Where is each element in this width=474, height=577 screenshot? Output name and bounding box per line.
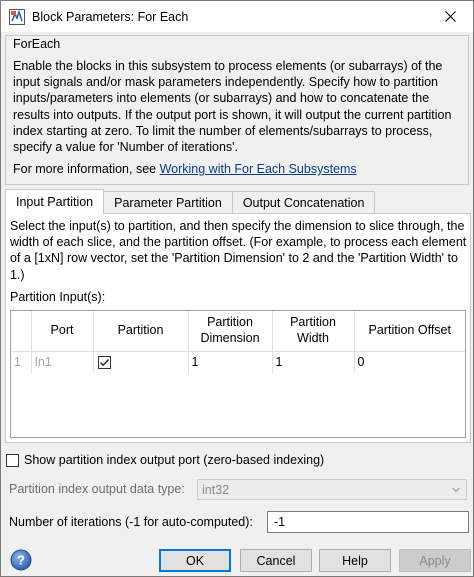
show-port-label: Show partition index output port (zero-based indexing)	[24, 453, 325, 467]
column-header-port: Port	[31, 311, 93, 351]
description-legend: ForEach	[13, 37, 61, 51]
iterations-label: Number of iterations (-1 for auto-computed):	[9, 515, 253, 529]
row-index: 1	[11, 351, 31, 373]
show-port-checkbox[interactable]	[6, 454, 19, 467]
row-partition-width[interactable]: 1	[272, 351, 354, 373]
table-header-row	[11, 311, 465, 351]
column-header-partition-offset: Partition Offset	[354, 311, 465, 351]
svg-text:?: ?	[17, 552, 25, 568]
tab-bar	[5, 191, 374, 214]
more-info-prefix: For more information, see	[13, 162, 160, 176]
tab-parameter-partition[interactable]: Parameter Partition	[103, 191, 233, 214]
description-group	[5, 35, 469, 185]
row-partition-cell	[93, 351, 188, 373]
ok-button[interactable]: OK	[159, 549, 231, 572]
column-header-partition-dimension: Partition Dimension	[188, 311, 272, 351]
tab-output-concatenation[interactable]: Output Concatenation	[232, 191, 376, 214]
data-type-value: int32	[202, 482, 230, 497]
partition-inputs-label: Partition Input(s):	[10, 290, 106, 304]
window-title: Block Parameters: For Each	[32, 9, 189, 24]
more-info-line	[13, 162, 357, 176]
partition-checkbox[interactable]	[98, 356, 111, 369]
cancel-button[interactable]: Cancel	[240, 549, 312, 572]
row-port: In1	[31, 351, 93, 373]
chevron-down-icon	[451, 485, 461, 495]
simulink-icon	[9, 9, 25, 25]
input-partition-panel	[5, 213, 471, 443]
title-bar[interactable]	[1, 1, 473, 32]
description-text: Enable the blocks in this subsystem to process elements (or subarrays) of the input signals and/or mask parameters independently. Specify how to partition inputs/parameters into elements (or subarrays) and how to concatenate the results into outputs. If the output port is shown, it will output the current partition index starting at zero. To limit the number of elements/subarrays to process, specify a value for 'Number of iterations'.	[13, 59, 452, 155]
row-partition-dimension[interactable]: 1	[188, 351, 272, 373]
help-icon[interactable]	[10, 549, 32, 571]
table-row[interactable]	[11, 351, 465, 373]
iterations-input[interactable]: -1	[267, 511, 469, 533]
column-header-partition: Partition	[93, 311, 188, 351]
help-button[interactable]: Help	[319, 549, 391, 572]
column-header-index	[11, 311, 31, 351]
partition-instructions: Select the input(s) to partition, and then specify the dimension to slice through, the width of each slice, and the partition offset. (For example, to process each element of a [1xN] row vector, set the 'Partition Dimension' to 2 and the 'Partition Width' to 1.)	[10, 219, 467, 282]
data-type-label: Partition index output data type:	[9, 482, 185, 496]
checkmark-icon	[99, 357, 110, 368]
partition-table[interactable]	[10, 310, 466, 438]
close-button[interactable]	[427, 1, 473, 32]
more-info-link[interactable]: Working with For Each Subsystems	[159, 162, 357, 176]
show-port-option[interactable]	[6, 453, 324, 467]
row-partition-offset[interactable]: 0	[357, 355, 365, 370]
column-header-partition-width: Partition Width	[272, 311, 354, 351]
data-type-select[interactable]	[197, 479, 467, 500]
apply-button[interactable]: Apply	[399, 549, 471, 572]
close-icon	[445, 11, 456, 22]
tab-input-partition[interactable]: Input Partition	[5, 189, 104, 214]
